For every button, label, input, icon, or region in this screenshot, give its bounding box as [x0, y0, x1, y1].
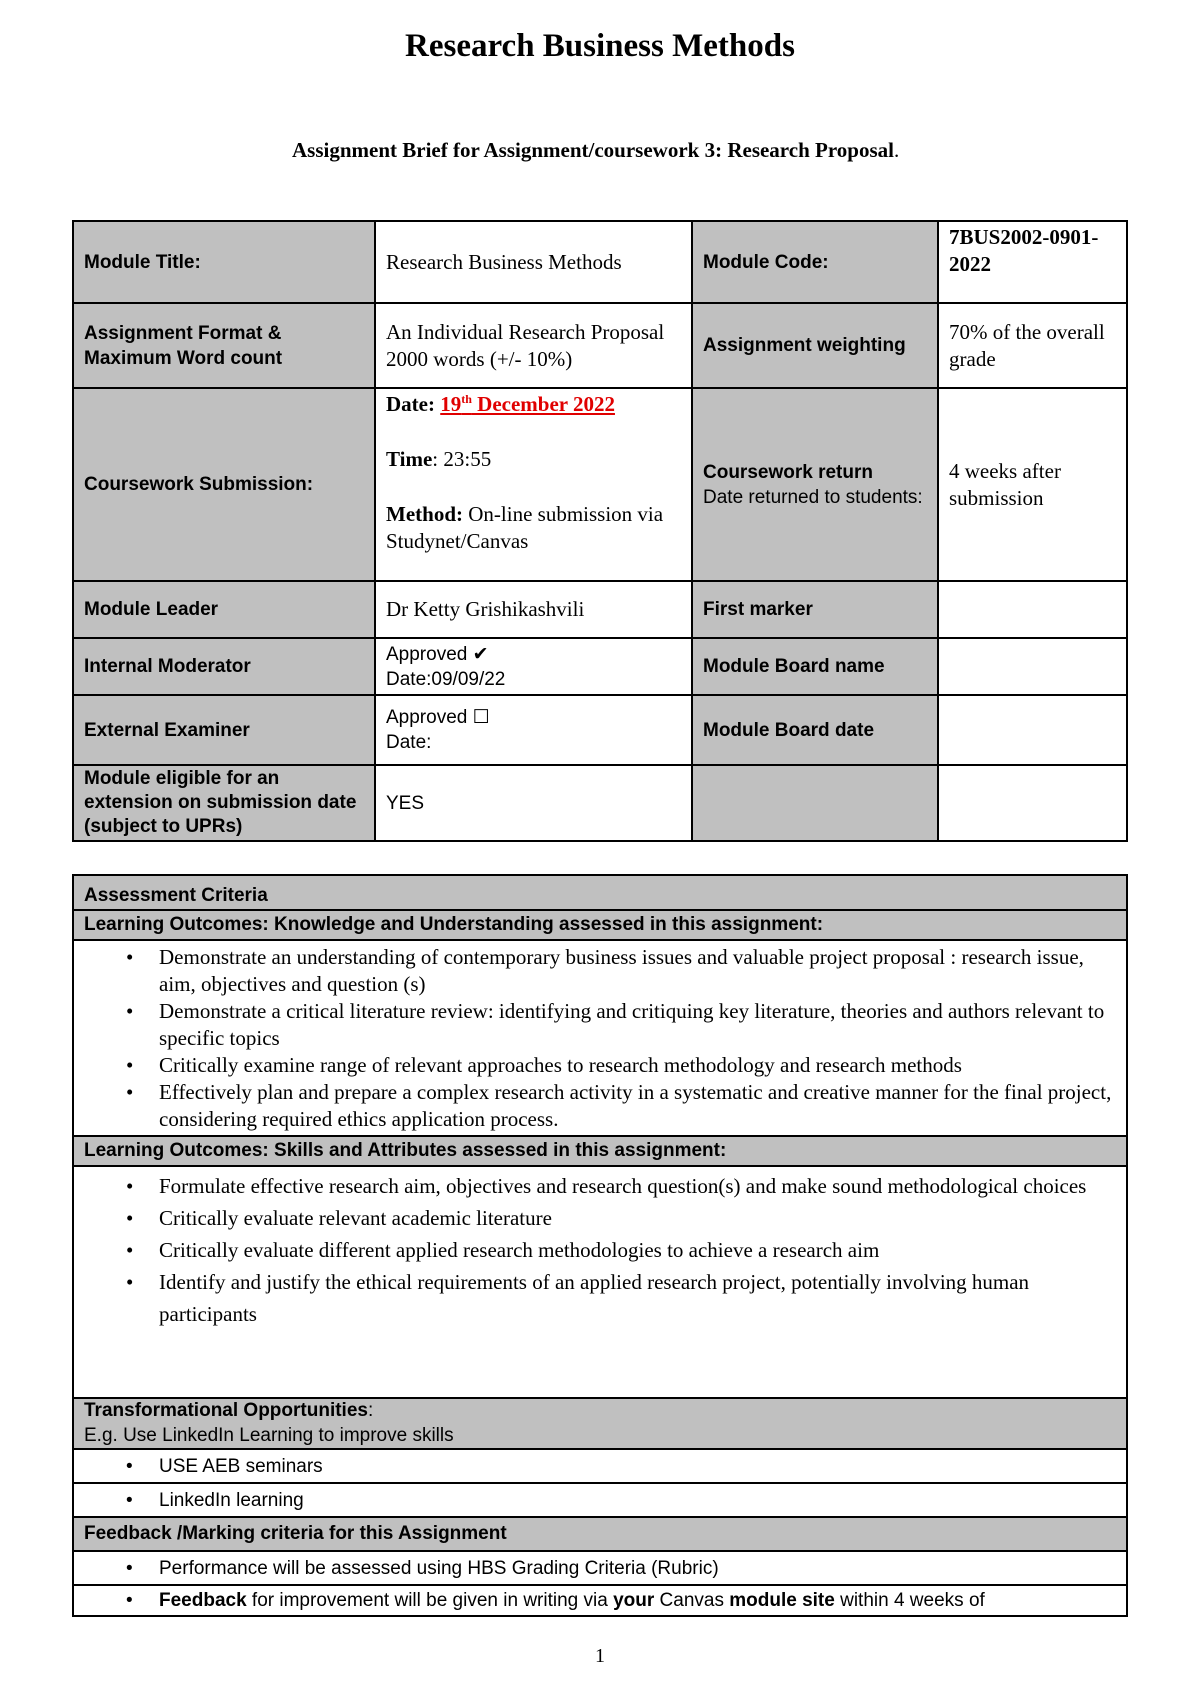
list-item [84, 1586, 1116, 1615]
list-item [84, 1266, 1116, 1330]
bullet-icon: • [126, 1455, 133, 1477]
return-value: 4 weeks after submission [938, 388, 1127, 581]
list-item [84, 1234, 1116, 1266]
external-date: Date: [386, 732, 432, 753]
internal-approved: Approved [386, 643, 473, 665]
return-sub-label: Date returned to students: [703, 486, 923, 508]
board-name-value [938, 638, 1127, 695]
criteria-heading-row [73, 875, 1127, 910]
format-value-line-2: 2000 words (+/- 10%) [386, 346, 573, 371]
submission-method [386, 501, 681, 555]
transform-heading: Transformational Opportunities [84, 1400, 368, 1421]
feedback-item-cell [73, 1585, 1127, 1616]
extension-value: YES [375, 765, 692, 841]
due-date [440, 392, 615, 416]
bullet-icon: • [126, 1489, 133, 1511]
lo-skills-row [73, 1166, 1127, 1398]
lo-knowledge-row [73, 940, 1127, 1136]
weighting-value: 70% of the overall grade [938, 303, 1127, 388]
extension-label: Module eligible for an extension on submission date (subject to UPRs) [73, 765, 375, 841]
board-date-label: Module Board date [692, 695, 938, 765]
list-item [84, 1486, 1116, 1515]
format-label: Assignment Format & Maximum Word count [73, 303, 375, 388]
subtitle-text: Assignment Brief for Assignment/coursework 3: Research Proposal [292, 138, 894, 162]
row-submission [73, 388, 1127, 581]
bullet-icon: • [126, 1053, 134, 1077]
external-label: External Examiner [73, 695, 375, 765]
transform-item-row [73, 1449, 1127, 1483]
assessment-criteria-table [72, 874, 1128, 1617]
list-item-text: Critically examine range of relevant approaches to research methodology and research methods [159, 1053, 962, 1077]
criteria-heading: Assessment Criteria [73, 875, 1127, 910]
feedback-bold-2: your [613, 1590, 655, 1611]
submission-details [375, 388, 692, 581]
row-external-examiner [73, 695, 1127, 765]
bullet-icon: • [126, 1238, 134, 1262]
module-code-label: Module Code: [692, 221, 938, 303]
feedback-list [84, 1586, 1116, 1615]
row-internal-moderator [73, 638, 1127, 695]
feedback-bold-1: Feedback [159, 1590, 247, 1611]
list-item-text: Critically evaluate relevant academic literature [159, 1206, 552, 1230]
list-item-text: Formulate effective research aim, objectives and research question(s) and make sound methodological choices [159, 1174, 1087, 1198]
bullet-icon: • [126, 1590, 133, 1611]
feedback-text-3: within 4 weeks of [834, 1590, 985, 1611]
transform-list [84, 1452, 1116, 1481]
list-item-text: Performance will be assessed using HBS Grading Criteria (Rubric) [159, 1557, 719, 1579]
time-label: Time [386, 447, 433, 471]
list-item [84, 1202, 1116, 1234]
list-item [84, 944, 1116, 998]
row-module-leader [73, 581, 1127, 638]
bullet-icon: • [126, 1557, 133, 1579]
transform-item-row [73, 1483, 1127, 1517]
method-value: On-line submission via Studynet/Canvas [386, 502, 664, 553]
bullet-icon: • [126, 1080, 134, 1104]
list-item [84, 1452, 1116, 1481]
extension-empty-grey [692, 765, 938, 841]
first-marker-label: First marker [692, 581, 938, 638]
transform-item-cell [73, 1483, 1127, 1517]
assignment-subtitle [292, 138, 899, 163]
subtitle-dot: . [893, 138, 900, 162]
list-item [84, 1079, 1116, 1133]
submission-label: Coursework Submission: [73, 388, 375, 581]
checkbox-icon: ☐ [472, 707, 490, 728]
first-marker-value [938, 581, 1127, 638]
list-item [84, 1052, 1116, 1079]
format-value-line-1: An Individual Research Proposal [386, 319, 665, 344]
bullet-icon: • [126, 945, 134, 969]
due-date-day: 19 [440, 392, 462, 416]
weighting-label: Assignment weighting [692, 303, 938, 388]
lo-knowledge-heading-row [73, 910, 1127, 940]
feedback-heading: Feedback /Marking criteria for this Assignment [73, 1517, 1127, 1551]
return-cell [692, 388, 938, 581]
submission-date [386, 391, 681, 418]
list-item-text: Critically evaluate different applied research methodologies to achieve a research aim [159, 1238, 880, 1262]
check-icon: ✔ [472, 643, 489, 665]
bullet-icon: • [126, 1270, 134, 1294]
bullet-icon: • [126, 1174, 134, 1198]
list-item [84, 1554, 1116, 1583]
transform-heading-cell [73, 1398, 1127, 1449]
row-extension [73, 765, 1127, 841]
submission-time [386, 446, 681, 473]
feedback-list [84, 1554, 1116, 1583]
time-value: : 23:55 [432, 447, 492, 471]
row-module-title [73, 221, 1127, 303]
board-date-value [938, 695, 1127, 765]
page-number: 1 [595, 1645, 605, 1667]
due-date-suffix: th [461, 392, 472, 406]
feedback-heading-row [73, 1517, 1127, 1551]
leader-value: Dr Ketty Grishikashvili [375, 581, 692, 638]
lo-knowledge-list [84, 944, 1116, 1133]
internal-date: Date:09/09/22 [386, 668, 506, 690]
document-title: Research Business Methods [405, 28, 795, 64]
date-label: Date: [386, 392, 435, 416]
list-item-text: Effectively plan and prepare a complex research activity in a systematic and creative manner for the final project, considering required ethics application process. [159, 1080, 1112, 1131]
list-item-text: LinkedIn learning [159, 1489, 304, 1511]
lo-skills-list [84, 1170, 1116, 1330]
lo-skills-heading-row [73, 1136, 1127, 1166]
list-item-text: Identify and justify the ethical requirements of an applied research project, potentially involving human participants [159, 1270, 1030, 1326]
feedback-text-2: Canvas [654, 1590, 730, 1611]
feedback-item-cell [73, 1551, 1127, 1585]
transform-heading-row [73, 1398, 1127, 1449]
leader-label: Module Leader [73, 581, 375, 638]
transform-list [84, 1486, 1116, 1515]
due-date-rest: December 2022 [471, 392, 615, 416]
list-item-text: Demonstrate a critical literature review: identifying and critiquing key literature, theories and authors relevant to specific topics [159, 999, 1105, 1050]
transform-example: E.g. Use LinkedIn Learning to improve skills [84, 1425, 454, 1446]
lo-skills-heading: Learning Outcomes: Skills and Attributes assessed in this assignment: [73, 1136, 1127, 1166]
transform-colon: : [367, 1400, 374, 1421]
return-label: Coursework return [703, 461, 873, 483]
internal-label: Internal Moderator [73, 638, 375, 695]
feedback-item-row [73, 1551, 1127, 1585]
module-title-label: Module Title: [73, 221, 375, 303]
list-item [84, 998, 1116, 1052]
bullet-icon: • [126, 1206, 134, 1230]
feedback-item-row [73, 1585, 1127, 1616]
internal-value [375, 638, 692, 695]
transform-item-cell [73, 1449, 1127, 1483]
lo-knowledge-heading: Learning Outcomes: Knowledge and Understanding assessed in this assignment: [73, 910, 1127, 940]
format-value [375, 303, 692, 388]
row-assignment-format [73, 303, 1127, 388]
bullet-icon: • [126, 999, 134, 1023]
feedback-text-1: for improvement will be given in writing via [246, 1590, 614, 1611]
lo-knowledge-cell [73, 940, 1127, 1136]
lo-skills-cell [73, 1166, 1127, 1398]
module-code-value: 7BUS2002-0901-2022 [938, 221, 1127, 303]
external-approved: Approved [386, 707, 473, 728]
external-value [375, 695, 692, 765]
module-title-value: Research Business Methods [375, 221, 692, 303]
method-label: Method: [386, 502, 463, 526]
module-info-table [72, 220, 1128, 842]
feedback-bold-3: module site [729, 1590, 835, 1611]
list-item-text: USE AEB seminars [159, 1455, 323, 1477]
list-item-text: Demonstrate an understanding of contemporary business issues and valuable project proposal : research issue, aim, objectives and question (s) [159, 945, 1084, 996]
extension-empty [938, 765, 1127, 841]
list-item [84, 1170, 1116, 1202]
board-name-label: Module Board name [692, 638, 938, 695]
